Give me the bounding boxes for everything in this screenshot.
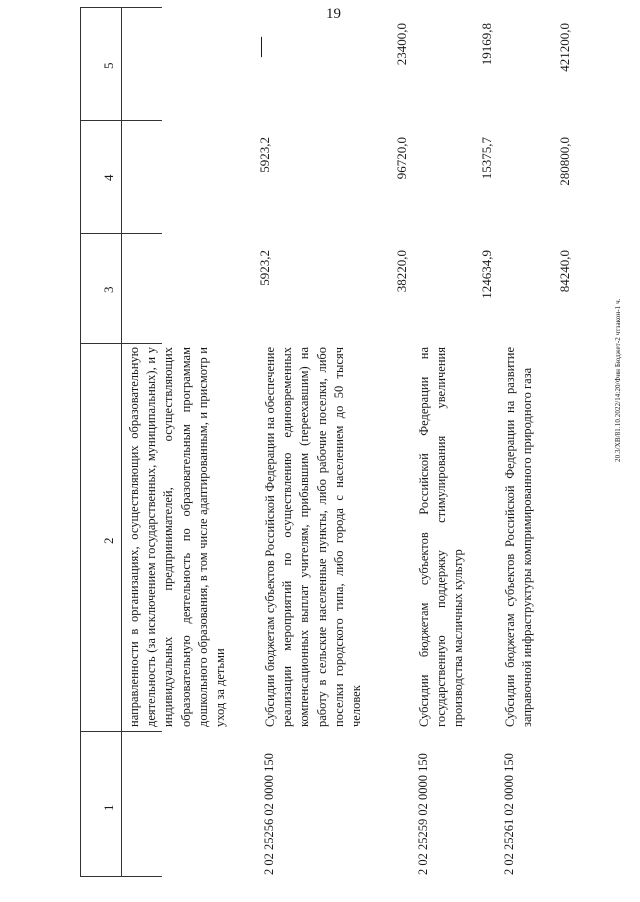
row-3-col3: 84240,0 <box>557 250 572 293</box>
column-divider-2 <box>80 343 162 344</box>
row-3-col5: 421200,0 <box>557 23 572 72</box>
header-bottom-border <box>121 7 122 877</box>
page-number: 19 <box>326 6 341 22</box>
row-1-description: Субсидии бюджетам субъектов Российской Федерации на обеспечение реализации мероприятий по осуществлению единовременных компенсационных выплат учителям, прибывшим (переехавшим) на работу в сельские населенные пункты, либо рабочие поселки, либо поселки городского типа, либо города с населением до 50 тысяч человек <box>263 347 364 727</box>
row-0-description: направленности в организациях, осуществляющих образовательную деятельность (за исключением государственных, муниципальных), и у индивидуальных предпринимателей, осуществляющих образовательную деятельность по образовательным программам дошкольного образования, в том числе адаптированным, и присмотр и уход за детьми <box>127 347 228 727</box>
rotated-table-page <box>64 7 604 877</box>
column-divider-3 <box>80 233 162 234</box>
row-0-col4: 5923,2 <box>257 137 272 173</box>
row-0-col3: 5923,2 <box>257 250 272 286</box>
row-2-code: 2 02 25259 02 0000 150 <box>416 753 430 875</box>
header-col-1: 1 <box>101 804 116 811</box>
header-col-2: 2 <box>101 537 116 544</box>
header-col-3: 3 <box>101 286 116 293</box>
column-divider-4 <box>80 120 162 121</box>
row-3-code: 2 02 25261 02 0000 150 <box>502 753 516 875</box>
row-2-col3: 124634,9 <box>479 250 494 299</box>
footer-stamp: 20.3/ХВ/81.10.2022/14:20/Фин Бюджет-2 чтзакон-1 ч. <box>614 298 622 462</box>
row-2-col5: 19169,8 <box>479 23 494 66</box>
column-divider-1 <box>80 731 162 732</box>
row-3-col4: 280800,0 <box>557 137 572 186</box>
row-0-col5: — <box>249 37 271 57</box>
header-top-border <box>80 7 81 877</box>
row-2-col4: 15375,7 <box>479 137 494 180</box>
row-2-description: Субсидии бюджетам субъектов Российской Федерации на государственную поддержку стимулирования увеличения производства масличных культур <box>417 347 466 727</box>
row-1-code: 2 02 25256 02 0000 150 <box>262 753 276 875</box>
table-left-border <box>80 876 162 877</box>
header-col-4: 4 <box>101 174 116 181</box>
row-1-col3: 38220,0 <box>394 250 409 293</box>
table-right-border <box>80 7 162 8</box>
footer-stamp-wrapper <box>610 30 626 470</box>
row-3-description: Субсидии бюджетам субъектов Российской Федерации на развитие заправочной инфраструктуры компримированного природного газа <box>503 347 535 727</box>
header-col-5: 5 <box>101 62 116 69</box>
row-1-col5: 23400,0 <box>394 23 409 66</box>
row-1-col4: 96720,0 <box>394 137 409 180</box>
